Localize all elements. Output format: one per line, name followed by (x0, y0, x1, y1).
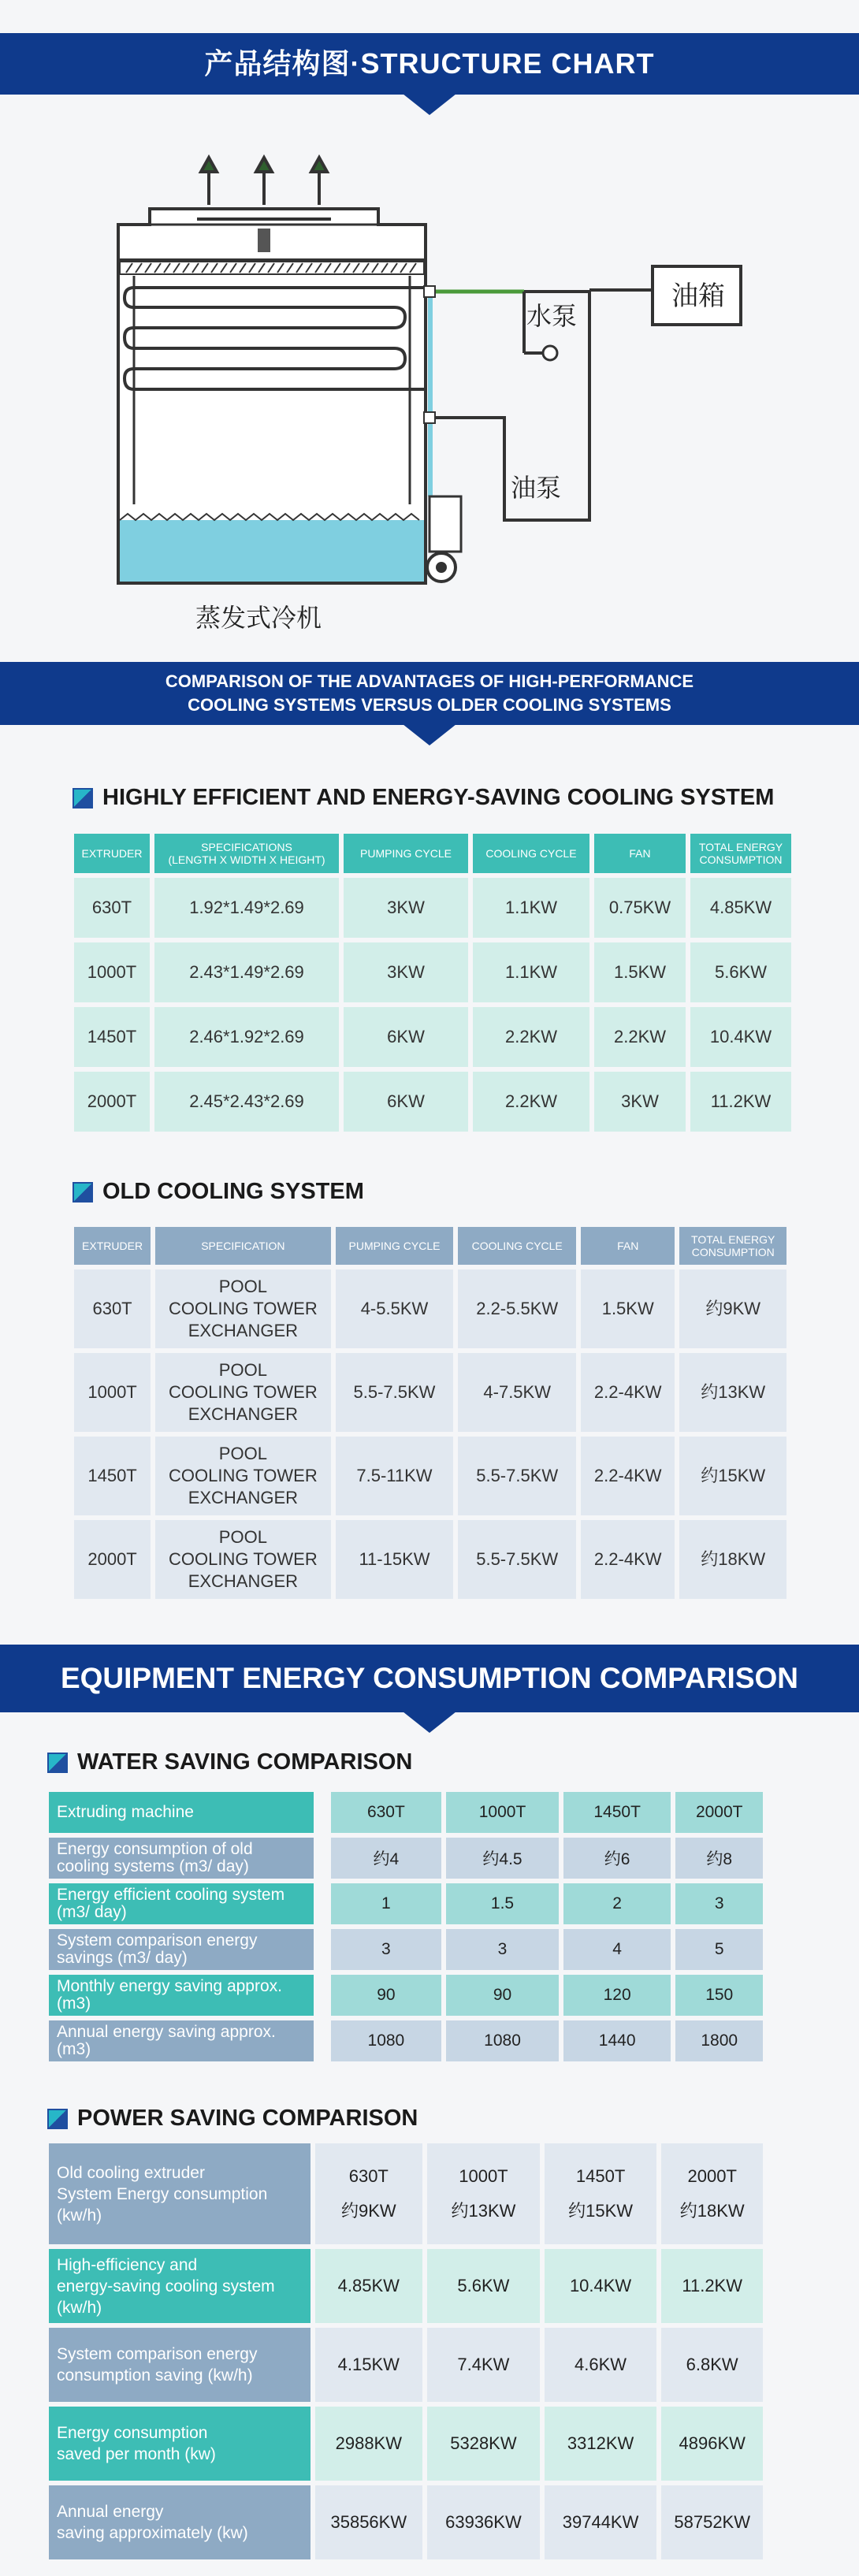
table-cell: 2988KW (315, 2407, 423, 2481)
table-cell: 1800 (675, 2020, 763, 2061)
table-cell: 5.6KW (690, 942, 791, 1002)
table-cell: 35856KW (315, 2485, 423, 2559)
table-cell: 630T (74, 1269, 151, 1348)
table-cell: 2.2-4KW (581, 1520, 675, 1599)
table-row (49, 1883, 763, 1924)
table-cell: 5.5-7.5KW (336, 1353, 454, 1432)
old-system-table (69, 1222, 791, 1604)
table-row (49, 2143, 763, 2244)
table-row (74, 1007, 791, 1067)
table-row (49, 1838, 763, 1879)
table-header: TOTAL ENERGY CONSUMPTION (690, 834, 791, 873)
table-cell: 1.5KW (594, 942, 686, 1002)
table-cell: 2.2KW (473, 1072, 589, 1132)
table-cell: 120 (563, 1975, 671, 2016)
table-cell: 约4 (331, 1838, 442, 1879)
oil-pump-label: 油泵 (511, 473, 562, 503)
table-cell: 1080 (331, 2020, 442, 2061)
table-cell: 5.5-7.5KW (458, 1437, 576, 1515)
table-cell: Energy consumption of old cooling systems (m3/ day) (49, 1838, 314, 1879)
structure-chart-banner (0, 33, 859, 95)
table-cell: 2.2KW (594, 1007, 686, 1067)
table-cell: 5 (675, 1929, 763, 1970)
table-header: FAN (594, 834, 686, 873)
table-cell: 3 (331, 1929, 442, 1970)
table-cell: 3 (446, 1929, 559, 1970)
cooler-structure-diagram (0, 150, 859, 654)
table-cell: 约13KW (679, 1353, 786, 1432)
table-cell: 1.92*1.49*2.69 (154, 878, 339, 938)
table-cell: 90 (446, 1975, 559, 2016)
water-saving-table (44, 1787, 768, 2066)
table-cell: 7.4KW (427, 2328, 540, 2402)
table-row (49, 2328, 763, 2402)
table-cell: 4896KW (661, 2407, 763, 2481)
table-cell: 约15KW (679, 1437, 786, 1515)
table-row (74, 1353, 786, 1432)
table-cell: 5328KW (427, 2407, 540, 2481)
table-row (74, 1072, 791, 1132)
table-cell: Monthly energy saving approx. (m3) (49, 1975, 314, 2016)
table-row (49, 1792, 763, 1833)
energy-comparison-banner (0, 1645, 859, 1712)
table-cell: POOL COOLING TOWER EXCHANGER (155, 1437, 331, 1515)
table-cell (318, 2020, 326, 2061)
table-cell: POOL COOLING TOWER EXCHANGER (155, 1269, 331, 1348)
table-cell: 4.85KW (690, 878, 791, 938)
table-header: EXTRUDER (74, 1227, 151, 1265)
table-cell: 1000T (446, 1792, 559, 1833)
table-cell: System comparison energy consumption saving (kw/h) (49, 2328, 311, 2402)
table-cell: 约4.5 (446, 1838, 559, 1879)
table-cell (318, 1792, 326, 1833)
table-cell: 6KW (344, 1007, 468, 1067)
table-cell: 2000T (675, 1792, 763, 1833)
table-cell: 2.2KW (473, 1007, 589, 1067)
table-row (74, 878, 791, 938)
table-header: FAN (581, 1227, 675, 1265)
table-cell: 39744KW (545, 2485, 657, 2559)
table-cell: 630T (74, 878, 150, 938)
table-cell: 1450T (74, 1437, 151, 1515)
table-cell: Energy consumption saved per month (kw) (49, 2407, 311, 2481)
efficient-system-heading: HIGHLY EFFICIENT AND ENERGY-SAVING COOLING SYSTEM (73, 785, 774, 811)
table-cell: 2.45*2.43*2.69 (154, 1072, 339, 1132)
table-cell: 3KW (344, 878, 468, 938)
table-row (74, 1520, 786, 1599)
table-cell: 1 (331, 1883, 442, 1924)
section-icon (73, 1182, 93, 1203)
table-cell: 11.2KW (661, 2249, 763, 2323)
table-cell (318, 1883, 326, 1924)
table-cell: 4-5.5KW (336, 1269, 454, 1348)
table-cell: 1000T (74, 1353, 151, 1432)
water-pump-label: 水泵 (526, 301, 578, 331)
table-cell: 10.4KW (545, 2249, 657, 2323)
table-row (49, 1929, 763, 1970)
table-header: COOLING CYCLE (473, 834, 589, 873)
table-cell: 7.5-11KW (336, 1437, 454, 1515)
table-cell: 4.15KW (315, 2328, 423, 2402)
table-header: PUMPING CYCLE (336, 1227, 454, 1265)
structure-chart-title: 产品结构图·STRUCTURE CHART (204, 47, 655, 80)
table-cell: 630T (331, 1792, 442, 1833)
table-row (49, 2407, 763, 2481)
section-icon (73, 788, 93, 808)
table-cell: 3312KW (545, 2407, 657, 2481)
airflow-arrows-icon (201, 158, 327, 205)
water-saving-heading: WATER SAVING COMPARISON (47, 1749, 412, 1775)
table-cell: POOL COOLING TOWER EXCHANGER (155, 1353, 331, 1432)
table-cell: 4.6KW (545, 2328, 657, 2402)
table-cell: 1000T (74, 942, 150, 1002)
table-cell: 1450T (563, 1792, 671, 1833)
table-header: SPECIFICATION (155, 1227, 331, 1265)
table-cell: 2000T (74, 1072, 150, 1132)
table-cell: 约18KW (679, 1520, 786, 1599)
table-cell (318, 1838, 326, 1879)
table-cell: 150 (675, 1975, 763, 2016)
table-cell: 1450T (74, 1007, 150, 1067)
table-cell: 2.2-4KW (581, 1437, 675, 1515)
comparison-banner-line2: COOLING SYSTEMS VERSUS OLDER COOLING SYSTEMS (188, 695, 671, 715)
table-cell: 1.1KW (473, 942, 589, 1002)
energy-comparison-title: EQUIPMENT ENERGY CONSUMPTION COMPARISON (60, 1662, 799, 1694)
table-cell: 1440 (563, 2020, 671, 2061)
table-cell: 2 (563, 1883, 671, 1924)
table-cell: High-efficiency and energy-saving cooling system (kw/h) (49, 2249, 311, 2323)
table-cell: 4-7.5KW (458, 1353, 576, 1432)
table-cell: 4.85KW (315, 2249, 423, 2323)
old-system-heading: OLD COOLING SYSTEM (73, 1179, 364, 1205)
table-cell: Extruding machine (49, 1792, 314, 1833)
table-cell: 1000T 约13KW (427, 2143, 540, 2244)
power-saving-table (44, 2139, 768, 2564)
table-cell: 630T 约9KW (315, 2143, 423, 2244)
machine-label: 蒸发式冷机 (195, 603, 322, 633)
table-cell: Annual energy saving approximately (kw) (49, 2485, 311, 2559)
table-row (74, 1437, 786, 1515)
table-row (49, 2485, 763, 2559)
oil-tank-label: 油箱 (671, 281, 725, 312)
section-icon (47, 2109, 68, 2129)
table-cell: 3KW (594, 1072, 686, 1132)
table-cell: 6KW (344, 1072, 468, 1132)
table-row (49, 2020, 763, 2061)
table-cell: 2.46*1.92*2.69 (154, 1007, 339, 1067)
table-cell: 1.5 (446, 1883, 559, 1924)
table-cell: 0.75KW (594, 878, 686, 938)
table-row (74, 1269, 786, 1348)
table-cell: 11.2KW (690, 1072, 791, 1132)
table-cell: 1.5KW (581, 1269, 675, 1348)
table-cell: 约6 (563, 1838, 671, 1879)
table-cell: 2.2-4KW (581, 1353, 675, 1432)
table-row (49, 1975, 763, 2016)
table-cell: 63936KW (427, 2485, 540, 2559)
table-cell: Old cooling extruder System Energy consumption (kw/h) (49, 2143, 311, 2244)
table-cell: Energy efficient cooling system (m3/ day) (49, 1883, 314, 1924)
table-header: PUMPING CYCLE (344, 834, 468, 873)
table-cell: 3 (675, 1883, 763, 1924)
table-header: EXTRUDER (74, 834, 150, 873)
power-saving-heading: POWER SAVING COMPARISON (47, 2106, 418, 2132)
table-cell: 5.5-7.5KW (458, 1520, 576, 1599)
table-cell: System comparison energy savings (m3/ day) (49, 1929, 314, 1970)
table-header: TOTAL ENERGY CONSUMPTION (679, 1227, 786, 1265)
table-row (49, 2249, 763, 2323)
table-cell: 2000T (74, 1520, 151, 1599)
table-header: COOLING CYCLE (458, 1227, 576, 1265)
table-cell: 3KW (344, 942, 468, 1002)
table-cell: 2.43*1.49*2.69 (154, 942, 339, 1002)
table-cell (318, 1975, 326, 2016)
table-cell: 2000T 约18KW (661, 2143, 763, 2244)
table-cell: 约9KW (679, 1269, 786, 1348)
table-cell: 4 (563, 1929, 671, 1970)
table-cell: 11-15KW (336, 1520, 454, 1599)
table-cell: 90 (331, 1975, 442, 2016)
table-header: SPECIFICATIONS (LENGTH X WIDTH X HEIGHT) (154, 834, 339, 873)
table-cell: 10.4KW (690, 1007, 791, 1067)
table-cell: 5.6KW (427, 2249, 540, 2323)
table-cell: 6.8KW (661, 2328, 763, 2402)
efficient-system-table (69, 829, 796, 1136)
table-row (74, 942, 791, 1002)
table-cell: 约8 (675, 1838, 763, 1879)
table-cell: 58752KW (661, 2485, 763, 2559)
table-cell: 2.2-5.5KW (458, 1269, 576, 1348)
comparison-banner (0, 662, 859, 725)
table-cell: 1080 (446, 2020, 559, 2061)
section-icon (47, 1753, 68, 1773)
table-cell: 1.1KW (473, 878, 589, 938)
table-cell (318, 1929, 326, 1970)
table-cell: 1450T 约15KW (545, 2143, 657, 2244)
table-cell: Annual energy saving approx. (m3) (49, 2020, 314, 2061)
comparison-banner-line1: COMPARISON OF THE ADVANTAGES OF HIGH-PERFORMANCE (165, 671, 694, 691)
table-cell: POOL COOLING TOWER EXCHANGER (155, 1520, 331, 1599)
